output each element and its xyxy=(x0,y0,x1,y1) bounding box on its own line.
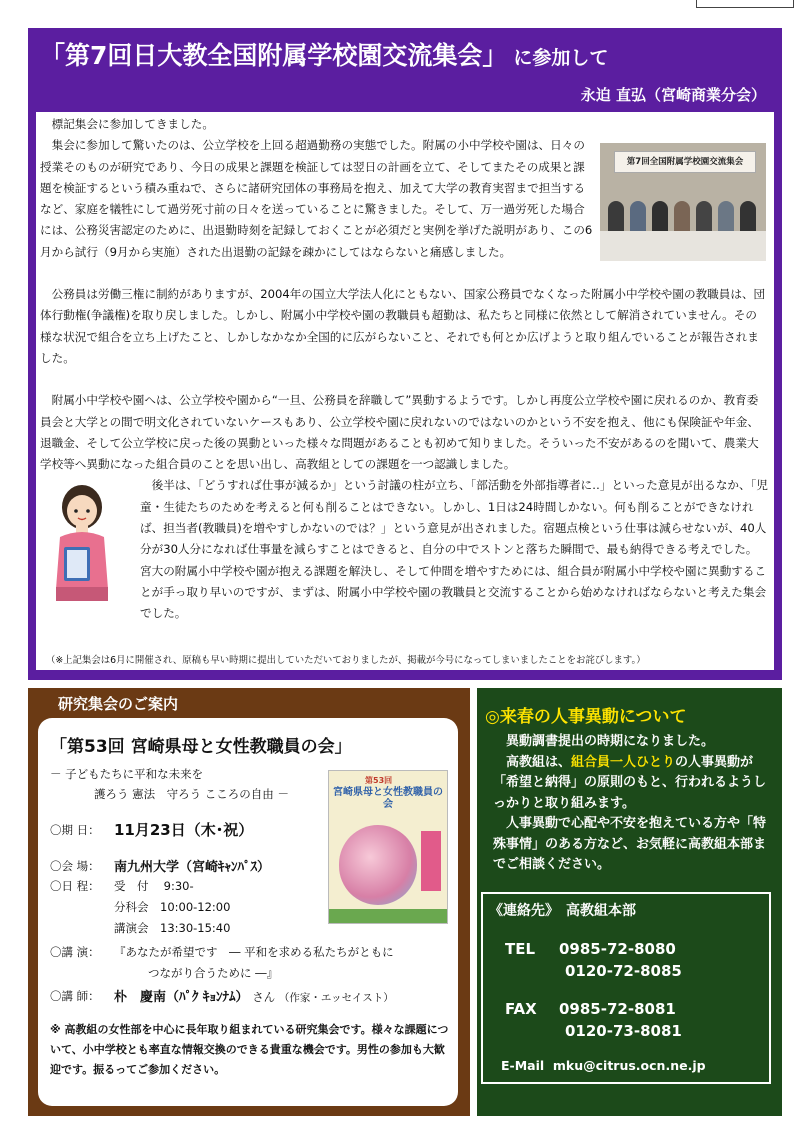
schedule-item: 分科会 10:00-12:00 xyxy=(114,900,231,914)
article-para-1: 集会に参加して驚いたのは、公立学校を上回る超過勤務の実態でした。附属の小中学校や園は、日々の授業そのものが研究であり、今日の成果と課題を検証しては翌日の計画を立て、そしてまたその成果と課題を検証するという積み重ねで、さらに諸研究団体の事務局を抱え、加えて大学の教育実習まで担当するなど、家庭を犠牲にして過労死寸前の日々を送っていることに驚きました。そして、万一過労死した場合には、公務災害認定のために、出退勤時刻を記録しておくことが必須だと実例を挙げた説明があり、この6月から試行（9月から実施）された出退勤の記録を疎かにしてはならないと痛感しました。 xyxy=(40,138,593,259)
tel-label: TEL xyxy=(505,940,536,958)
article-title-sub: に参加して xyxy=(513,47,609,69)
teacher-illustration xyxy=(38,477,134,603)
tel-number-1[interactable]: 0985-72-8080 xyxy=(559,940,676,958)
conference-photo xyxy=(600,143,766,261)
poster-title: 宮崎県母と女性教職員の会 xyxy=(333,787,443,810)
event-poster xyxy=(328,770,448,924)
poster-number: 第53回 xyxy=(365,776,393,785)
event-lecture xyxy=(50,944,394,980)
paragraph-gap xyxy=(40,369,768,390)
event-speaker xyxy=(50,988,394,1005)
email-label: E-Mail xyxy=(501,1058,545,1073)
speaker-role: （作家・エッセイスト） xyxy=(278,992,394,1004)
paragraph-gap xyxy=(40,263,768,284)
date-value: 11月23日（木･祝） xyxy=(114,821,254,839)
article-text xyxy=(40,114,768,625)
event-panel xyxy=(28,688,470,1116)
personnel-header: ◎来春の人事異動について xyxy=(485,707,687,727)
fax-number-2: 0120-73-8081 xyxy=(565,1022,682,1040)
date-label: 〇期 日： xyxy=(50,823,100,837)
event-venue xyxy=(50,858,271,875)
article-para-4: 後半は、「どうすれば仕事が減るか」という討議の柱が立ち、「部活動を外部指導者に‥」といった意見が出るなか、「児童・生徒たちのためを考えると何も削ることはできない。しかし、1日は24時間しかない。何も削ることができなければ、担当者(教職員)を増やすしかないのでは？」という意見が出されました。宿題点検という仕事は減らせないが、40人分が30人分になれば仕事量を減らすことはできると、自分の中でストンと落ちた瞬間で、最も納得できる考えでした。宮大の附属小中学校や園が抱える課題を解決し、そして仲間を増やすためには、組合員が附属小中学校や園に異動することが手っ取り早いのですが、まずは、附属小中学校や園の教職員と交流することから始めなければならないと考えた集会でした。 xyxy=(140,478,768,621)
speaker-name: 朴 慶南（ﾊﾟｸ ｷｮﾝﾅﾑ） xyxy=(114,990,249,1005)
lecture-label: 〇講 演： xyxy=(50,945,100,959)
article-title xyxy=(40,36,770,76)
photo-banner: 第7回全国附属学校園交流集会 xyxy=(614,151,756,173)
poster-side-band xyxy=(421,831,441,891)
speaker-suffix: さん xyxy=(252,990,276,1004)
article-para-intro: 標記集会に参加してきました。 xyxy=(51,117,214,131)
email-line xyxy=(501,1058,706,1073)
event-note: ※ 高教組の女性部を中心に長年取り組まれている研究集会です。様々な課題について、小中学校とも率直な情報交換のできる貴重な機会です。男性の参加も大歓迎です。振るってご参加ください。 xyxy=(50,1023,449,1076)
article-para-2: 公務員は労働三権に制約がありますが、2004年の国立大学法人化にともない、国家公務員でなくなった附属小中学校や園の教職員は、団体行動権(争議権)を取り戻しました。しかし、附属小中学校や園の教職員も超勤は、私たちと同様に依然として解消されていません。その様な状況で組合を立ち上げたこと、しかしなかなか全国的に広がらないこと、それでも何とか広げようと取り組んでいることが報告されました。 xyxy=(40,287,766,365)
event-card xyxy=(38,718,458,1106)
article-panel xyxy=(28,28,782,680)
event-subtitle-1: － 子どもたちに平和な未来を xyxy=(50,767,204,781)
poster-illustration xyxy=(339,825,417,905)
personnel-panel xyxy=(477,688,782,1116)
fax-label: FAX xyxy=(505,1000,537,1018)
personnel-highlight: 組合員一人ひとり xyxy=(571,754,676,770)
photo-table xyxy=(600,231,766,261)
personnel-line-3: 人事異動で心配や不安を抱えている方や「特殊事情」のある方など、お気軽に高教組本部までご相談ください。 xyxy=(493,816,767,872)
poster-footer-band xyxy=(329,909,447,923)
article-footnote: （※上記集会は6月に開催され、原稿も早い時期に提出していただいておりましたが、掲載が今号になってしまいましたことをお詫びします。） xyxy=(46,655,646,666)
event-header: 研究集会のご案内 xyxy=(58,695,179,713)
email-address[interactable]: mku@citrus.ocn.ne.jp xyxy=(552,1058,706,1073)
event-subtitle-2: 護ろう 憲法 守ろう こころの自由 － xyxy=(94,787,289,801)
schedule-item: 講演会 13:30-15:40 xyxy=(114,921,231,935)
venue-value: 南九州大学（宮崎ｷｬﾝﾊﾟｽ） xyxy=(114,860,271,875)
contact-header: 《連絡先》 高教組本部 xyxy=(489,903,636,919)
personnel-text xyxy=(493,732,777,876)
lecture-title-2: つながり合うために ―』 xyxy=(148,966,279,980)
corner-box xyxy=(696,0,794,8)
venue-label: 〇会 場： xyxy=(50,859,100,873)
article-title-main: 「第7回日大教全国附属学校園交流集会」 xyxy=(40,41,508,70)
personnel-line-2a: 高教組は、 xyxy=(506,754,572,770)
event-schedule xyxy=(50,878,231,935)
personnel-line-1: 異動調書提出の時期になりました。 xyxy=(506,734,715,749)
speaker-label: 〇講 師： xyxy=(50,989,100,1003)
personnel-line-2b: の人事異動が「希望と納得」の原則のもと、行われるようしっかりと取り組みます。 xyxy=(493,754,767,811)
article-body xyxy=(36,112,774,670)
article-para-3: 附属小中学校や園へは、公立学校や園から“一旦、公務員を辞職して”異動するようです。しかし再度公立学校や園に戻れるのか、教育委員会と大学との間で明文化されていないケースもあり、公立学校や園に戻れないのではないのかという不安を抱え、他にも保険証や年金、退職金、そして公立学校に戻った後の異動といった様々な問題があることも初めて知りました。そういった不安があるのを聞いて、農業大学校等へ異動になった組合員のことを思い出し、高教組としての課題を一つ認識しました。 xyxy=(40,393,759,472)
schedule-label: 〇日 程： xyxy=(50,879,100,893)
article-author: 永迫 直弘（宮崎商業分会） xyxy=(580,86,766,104)
event-date xyxy=(50,821,254,839)
fax-number-1: 0985-72-8081 xyxy=(559,1000,676,1018)
personnel-line-2 xyxy=(493,753,777,815)
tel-number-2[interactable]: 0120-72-8085 xyxy=(565,962,682,980)
contact-box xyxy=(481,892,771,1084)
lecture-title-1: 『あなたが希望です ― 平和を求める私たちがともに xyxy=(114,945,394,959)
event-title: 「第53回 宮崎県母と女性教職員の会」 xyxy=(50,737,352,757)
schedule-item: 受 付 9:30- xyxy=(114,879,194,893)
